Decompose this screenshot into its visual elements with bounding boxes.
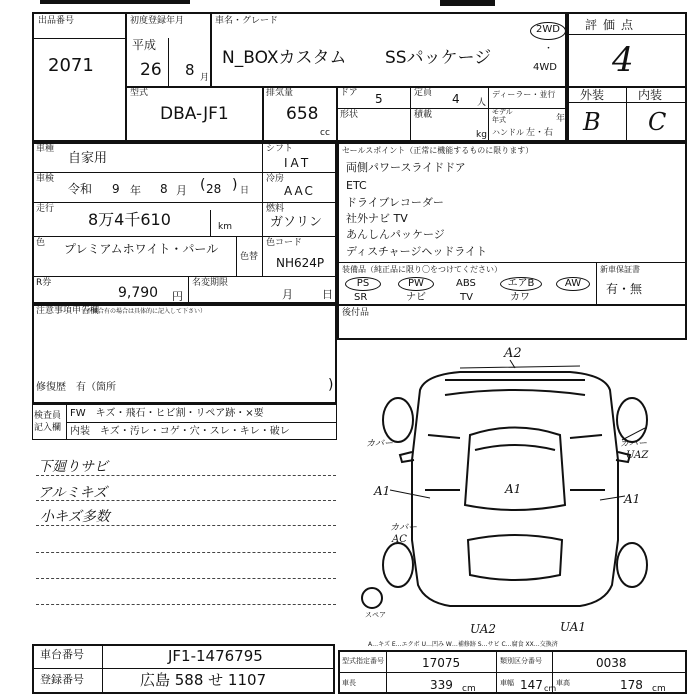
divider bbox=[125, 12, 127, 142]
mark-uaz-right: UAZ bbox=[626, 450, 649, 461]
paren-open: ( bbox=[200, 177, 206, 193]
divider bbox=[496, 650, 497, 694]
height-label: 車高 bbox=[556, 679, 570, 687]
divider bbox=[66, 422, 337, 423]
shift-label: シフト bbox=[266, 144, 294, 154]
divider bbox=[168, 38, 169, 86]
exterior-label: 外装 bbox=[580, 88, 605, 102]
mark-ua2-bottom: UA2 bbox=[470, 622, 497, 636]
notes-label: 注意事項申告欄 bbox=[36, 306, 100, 316]
divider bbox=[210, 210, 211, 236]
color: プレミアムホワイト・パール bbox=[64, 242, 219, 256]
divider bbox=[262, 86, 264, 142]
top-edge-strip-right bbox=[440, 0, 495, 6]
note-line bbox=[36, 578, 336, 579]
owner-change-label: 名変期限 bbox=[192, 278, 229, 288]
note-line bbox=[36, 604, 336, 605]
weight-label: 積載 bbox=[414, 110, 433, 120]
selling-point: ドライブレコーダー bbox=[346, 196, 444, 209]
color-label: 色 bbox=[36, 238, 46, 248]
drive-dot: ・ bbox=[544, 44, 554, 54]
selling-point: ディスチャージヘッドライト bbox=[346, 245, 488, 258]
divider bbox=[338, 108, 567, 109]
mark-a1-left: A1 bbox=[374, 484, 391, 498]
km-unit: km bbox=[218, 222, 232, 232]
length-unit: cm bbox=[462, 684, 476, 694]
color-change-label: 色替 bbox=[240, 252, 259, 262]
divider bbox=[410, 86, 411, 140]
chassis-no: JF1-1476795 bbox=[168, 647, 263, 665]
aftermarket-label: 後付品 bbox=[342, 308, 370, 318]
divider bbox=[32, 276, 337, 277]
handwritten-note: 小キズ多数 bbox=[40, 509, 110, 525]
inspector-label: 検査員記入欄 bbox=[34, 411, 62, 433]
mark-a2-top: A2 bbox=[504, 346, 522, 361]
width: 147 bbox=[520, 678, 543, 692]
divider bbox=[488, 86, 489, 140]
exterior-grade: B bbox=[583, 108, 601, 136]
grade-score: 4 bbox=[612, 40, 634, 80]
equipment-abs: ABS bbox=[456, 278, 476, 289]
equipment-pw: PW bbox=[398, 277, 434, 291]
designation-no: 17075 bbox=[422, 656, 461, 670]
ac: AAC bbox=[284, 184, 315, 198]
new-car-warranty-label: 新車保証書 bbox=[600, 265, 640, 274]
color-code: NH624P bbox=[276, 256, 325, 270]
mark-a1-right: A1 bbox=[624, 492, 641, 506]
equipment-label: 装備品（純正品に限り〇をつけてください） bbox=[342, 265, 502, 274]
drive-2wd-circled: 2WD bbox=[530, 22, 566, 40]
mark-a1-center: A1 bbox=[505, 482, 522, 496]
grade-name: SSパッケージ bbox=[385, 48, 492, 68]
era: 平成 bbox=[132, 38, 157, 52]
month-char: 月 bbox=[176, 184, 187, 197]
ac-label: 冷房 bbox=[266, 174, 285, 184]
handle-value: 左・右 bbox=[526, 128, 554, 138]
selling-point: あんしんパッケージ bbox=[346, 228, 445, 241]
displacement-unit: cc bbox=[320, 128, 330, 138]
chassis-label: 車台番号 bbox=[40, 648, 84, 661]
selling-point: 社外ナビ TV bbox=[346, 212, 408, 225]
handwritten-note: アルミキズ bbox=[38, 485, 108, 501]
divider bbox=[337, 262, 687, 263]
inspection-label: 車検 bbox=[36, 174, 55, 184]
top-edge-strip bbox=[40, 0, 190, 4]
equipment-ps: PS bbox=[345, 277, 381, 291]
doors-label: ドア bbox=[340, 88, 358, 98]
divider bbox=[32, 38, 125, 39]
day-char: 日 bbox=[240, 186, 250, 196]
owner-change-month: 月 bbox=[282, 288, 293, 301]
divider bbox=[386, 650, 387, 694]
shift: IAT bbox=[284, 156, 312, 170]
mark-ua1-bottom: UA1 bbox=[560, 620, 587, 634]
designation-label: 型式指定番号 bbox=[342, 657, 384, 665]
equipment-tv: TV bbox=[460, 292, 473, 303]
recycle-label: R券 bbox=[36, 278, 52, 288]
equipment-navi: ナビ bbox=[406, 292, 426, 303]
new-car-warranty: 有・無 bbox=[606, 282, 643, 296]
first-reg-label: 初度登録年月 bbox=[130, 16, 185, 26]
divider bbox=[236, 236, 237, 276]
divider bbox=[567, 34, 687, 35]
model-code: DBA-JF1 bbox=[160, 104, 229, 124]
selling-point: 両側パワースライドドア bbox=[346, 161, 466, 174]
drive-4wd: 4WD bbox=[533, 62, 557, 73]
divider bbox=[102, 644, 103, 694]
inspection-year: 9 bbox=[112, 182, 120, 196]
length: 339 bbox=[430, 678, 453, 692]
fuel-label: 燃料 bbox=[266, 204, 285, 214]
height-unit: cm bbox=[652, 684, 666, 694]
year-char: 年 bbox=[130, 184, 141, 197]
inspection-era: 令和 bbox=[68, 182, 93, 196]
equipment-aw: AW bbox=[556, 277, 590, 291]
spare-label: スペア bbox=[365, 611, 386, 619]
handwritten-note: 下廻りサビ bbox=[38, 459, 108, 475]
yen-unit: 円 bbox=[172, 290, 183, 303]
repair-history: 修復歴 有（箇所 bbox=[36, 382, 116, 393]
mark-kabu-left: カバー bbox=[366, 439, 394, 449]
selling-points-label: セールスポイント（正常に機能するものに限ります） bbox=[342, 146, 534, 155]
divider bbox=[32, 202, 337, 203]
doors: 5 bbox=[375, 92, 383, 106]
seats: 4 bbox=[452, 92, 460, 106]
mileage-label: 走行 bbox=[36, 204, 55, 214]
seats-unit: 人 bbox=[477, 98, 487, 108]
seats-label: 定員 bbox=[414, 88, 433, 98]
fuel: ガソリン bbox=[270, 215, 323, 230]
lot-no: 2071 bbox=[48, 55, 94, 76]
lot-no-label: 出品番号 bbox=[38, 16, 75, 26]
height: 178 bbox=[620, 678, 643, 692]
model-label: 型式 bbox=[130, 88, 149, 98]
category-label: 類別区分番号 bbox=[500, 657, 542, 665]
usage-label: 車種 bbox=[36, 144, 55, 154]
width-label: 車幅 bbox=[500, 679, 514, 687]
shape-label: 形状 bbox=[340, 110, 359, 120]
inspection-day: 28 bbox=[206, 182, 222, 196]
displacement: 658 bbox=[286, 104, 319, 124]
divider bbox=[32, 668, 335, 669]
divider bbox=[210, 12, 212, 86]
color-code-label: 色コード bbox=[266, 238, 303, 248]
plate-no: 広島 588 せ 1107 bbox=[140, 671, 267, 689]
interior-label: 内装 bbox=[638, 88, 663, 102]
interior-grade: C bbox=[648, 108, 667, 136]
kg-unit: kg bbox=[476, 130, 487, 140]
grade-label: 評価点 bbox=[585, 18, 640, 32]
mark-ac-left: AC bbox=[392, 534, 407, 545]
inspection-month: 8 bbox=[160, 182, 168, 196]
reg-year: 26 bbox=[140, 60, 162, 80]
equipment-leather: カワ bbox=[510, 292, 530, 303]
divider bbox=[32, 236, 337, 237]
width-unit: cm bbox=[544, 684, 557, 693]
model-year-label: モデル年式 bbox=[492, 108, 513, 124]
year-unit: 年 bbox=[556, 114, 566, 124]
divider bbox=[338, 672, 687, 673]
divider bbox=[567, 102, 687, 103]
notes-sub: （不具合有の場合は具体的に記入して下さい） bbox=[80, 308, 207, 315]
fw-row: FW キズ・飛石・ヒビ割・リペア跡・×要 bbox=[70, 408, 264, 419]
handle-label: ハンドル bbox=[492, 128, 524, 137]
displacement-label: 排気量 bbox=[266, 88, 294, 98]
mileage: 8万4千610 bbox=[88, 210, 171, 229]
damage-legend: A…キズ E…エクボ U…凹み W…補修跡 S…サビ C…腐食 XX…交換済 bbox=[368, 641, 558, 648]
paren-close: ) bbox=[232, 177, 238, 193]
plate-label: 登録番号 bbox=[40, 673, 84, 686]
divider bbox=[262, 142, 263, 276]
note-line bbox=[36, 552, 336, 553]
equipment-sr: SR bbox=[354, 292, 368, 303]
category-no: 0038 bbox=[596, 656, 627, 670]
divider bbox=[336, 86, 338, 142]
selling-point: ETC bbox=[346, 179, 367, 192]
month-unit: 月 bbox=[200, 73, 210, 83]
owner-change-day: 日 bbox=[322, 288, 333, 301]
divider bbox=[337, 304, 687, 306]
name-grade-label: 車名・グレード bbox=[215, 16, 279, 26]
length-label: 車長 bbox=[342, 679, 356, 687]
divider bbox=[188, 276, 189, 304]
car-name: N_BOXカスタム bbox=[222, 48, 347, 68]
interior-row: 内装 キズ・汚レ・コゲ・穴・スレ・キレ・破レ bbox=[70, 426, 290, 437]
divider bbox=[626, 86, 627, 142]
repair-paren-close: ) bbox=[328, 377, 334, 393]
divider bbox=[32, 172, 337, 173]
dealer-label: ディーラー・並行 bbox=[492, 90, 556, 99]
reg-month: 8 bbox=[185, 61, 195, 79]
divider bbox=[596, 262, 597, 304]
equipment-airbag: エアB bbox=[500, 277, 542, 291]
recycle-fee: 9,790 bbox=[118, 285, 159, 301]
mark-kabu-side: カバー bbox=[390, 523, 418, 533]
mark-kabu-right: カバー bbox=[620, 439, 648, 449]
usage: 自家用 bbox=[68, 151, 108, 166]
